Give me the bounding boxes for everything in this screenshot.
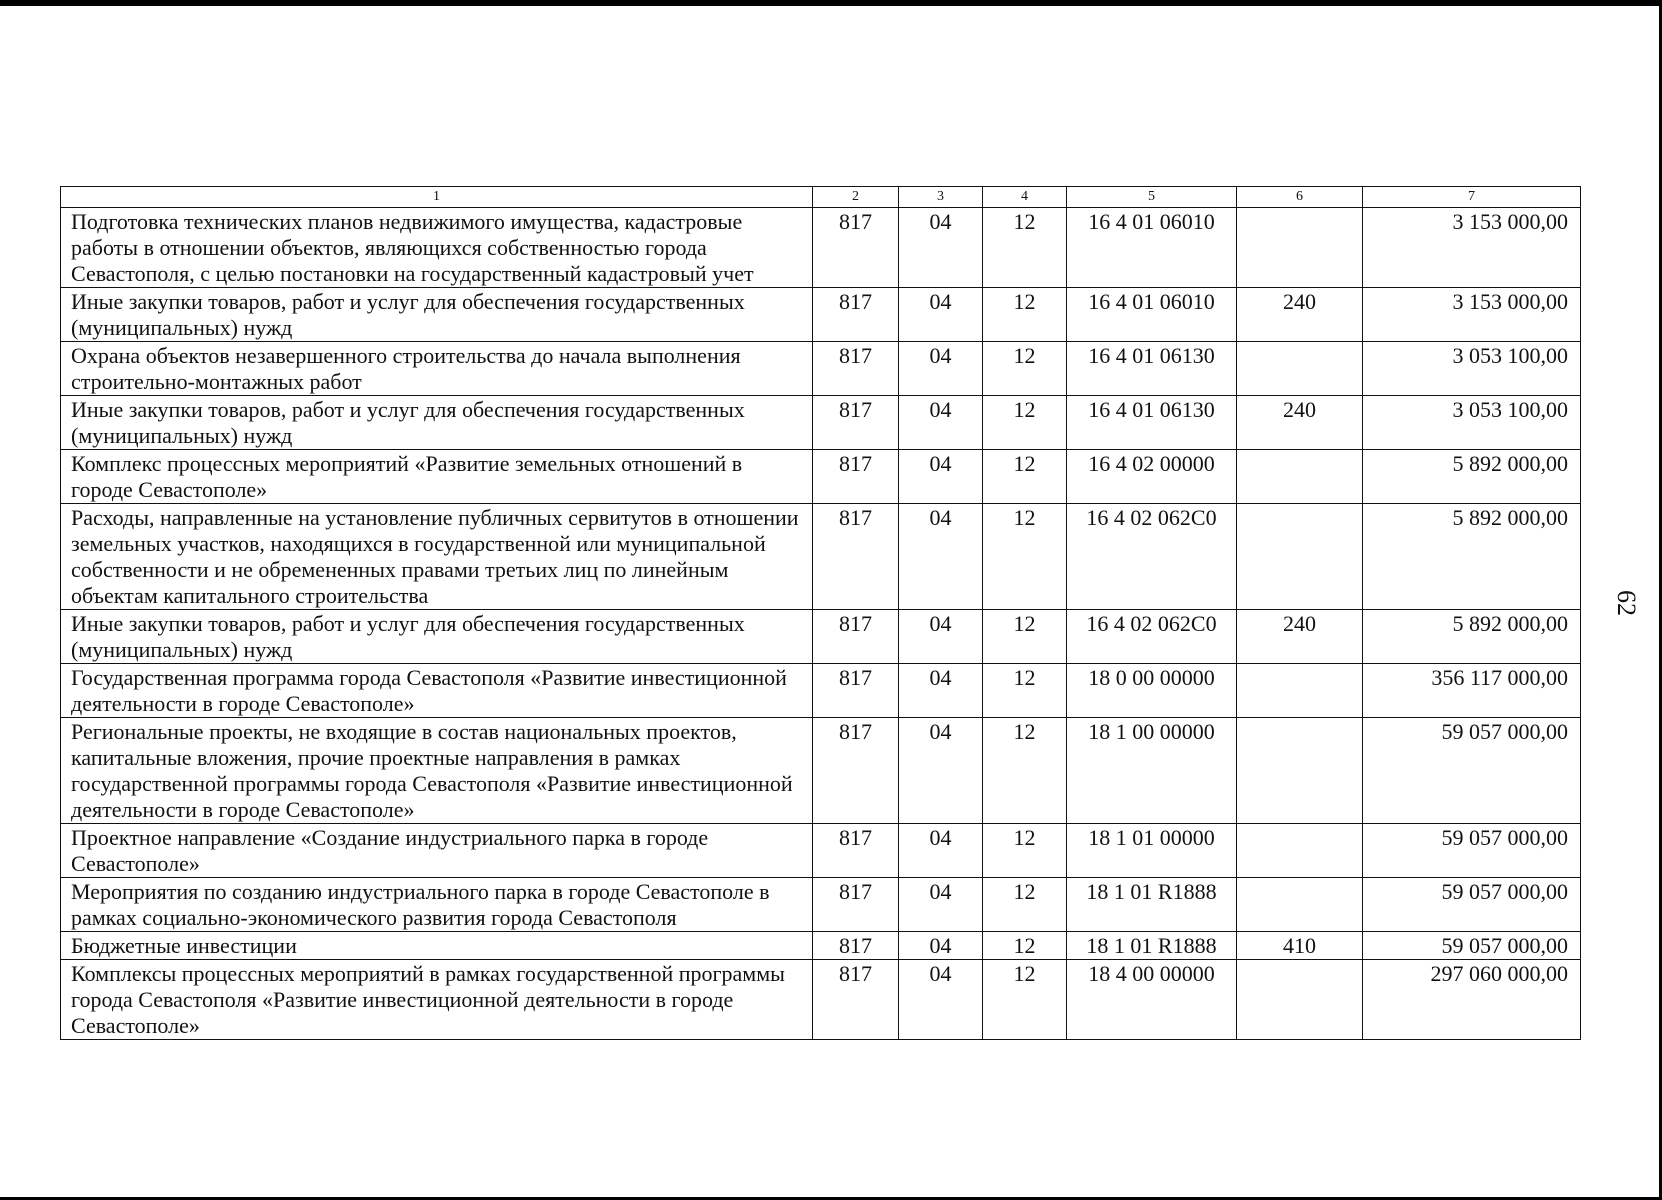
row-rz-cell: 04 — [899, 824, 983, 878]
row-name-cell: Охрана объектов незавершенного строительства до начала выполнения строительно-монтажных работ — [61, 342, 813, 396]
column-header: 2 — [813, 187, 899, 208]
row-pr-cell: 12 — [983, 932, 1067, 960]
row-csr-cell: 18 1 01 R1888 — [1067, 932, 1237, 960]
column-header: 7 — [1363, 187, 1581, 208]
row-gr-cell: 817 — [813, 960, 899, 1040]
row-vr-cell: 410 — [1237, 932, 1363, 960]
row-vr-cell — [1237, 718, 1363, 824]
header-row — [61, 187, 1581, 208]
row-gr-cell: 817 — [813, 718, 899, 824]
row-gr-cell: 817 — [813, 932, 899, 960]
row-name-cell: Проектное направление «Создание индустриального парка в городе Севастополе» — [61, 824, 813, 878]
row-sum-cell: 59 057 000,00 — [1363, 932, 1581, 960]
table-row — [61, 664, 1581, 718]
row-csr-cell: 16 4 01 06010 — [1067, 288, 1237, 342]
row-name-cell: Мероприятия по созданию индустриального парка в городе Севастополе в рамках социально-экономического развития города Севастополя — [61, 878, 813, 932]
row-name-cell: Комплексы процессных мероприятий в рамках государственной программы города Севастополя «Развитие инвестиционной деятельности в городе Севастополе» — [61, 960, 813, 1040]
row-rz-cell: 04 — [899, 208, 983, 288]
row-pr-cell: 12 — [983, 288, 1067, 342]
row-sum-cell: 3 053 100,00 — [1363, 342, 1581, 396]
row-csr-cell: 16 4 02 062C0 — [1067, 504, 1237, 610]
row-sum-cell: 59 057 000,00 — [1363, 878, 1581, 932]
row-csr-cell: 18 1 01 R1888 — [1067, 878, 1237, 932]
row-name-cell: Региональные проекты, не входящие в состав национальных проектов, капитальные вложения, прочие проектные направления в рамках государственной программы города Севастополя «Развитие инвестиционной деятельности в городе Севастополе» — [61, 718, 813, 824]
row-rz-cell: 04 — [899, 664, 983, 718]
table-row — [61, 824, 1581, 878]
table-row — [61, 878, 1581, 932]
column-header: 1 — [61, 187, 813, 208]
row-pr-cell: 12 — [983, 450, 1067, 504]
row-gr-cell: 817 — [813, 824, 899, 878]
row-vr-cell — [1237, 450, 1363, 504]
table-row — [61, 504, 1581, 610]
table-row — [61, 960, 1581, 1040]
column-header: 3 — [899, 187, 983, 208]
column-header: 4 — [983, 187, 1067, 208]
row-pr-cell: 12 — [983, 664, 1067, 718]
row-gr-cell: 817 — [813, 664, 899, 718]
column-header: 6 — [1237, 187, 1363, 208]
row-rz-cell: 04 — [899, 718, 983, 824]
row-vr-cell — [1237, 664, 1363, 718]
row-gr-cell: 817 — [813, 396, 899, 450]
row-pr-cell: 12 — [983, 208, 1067, 288]
row-sum-cell: 59 057 000,00 — [1363, 718, 1581, 824]
row-gr-cell: 817 — [813, 288, 899, 342]
row-vr-cell — [1237, 208, 1363, 288]
row-rz-cell: 04 — [899, 610, 983, 664]
row-sum-cell: 5 892 000,00 — [1363, 450, 1581, 504]
row-csr-cell: 16 4 01 06130 — [1067, 396, 1237, 450]
row-csr-cell: 16 4 02 062C0 — [1067, 610, 1237, 664]
row-rz-cell: 04 — [899, 342, 983, 396]
table-row — [61, 450, 1581, 504]
row-pr-cell: 12 — [983, 960, 1067, 1040]
row-pr-cell: 12 — [983, 718, 1067, 824]
scan-edge-top — [0, 0, 1662, 6]
row-gr-cell: 817 — [813, 504, 899, 610]
table-row — [61, 342, 1581, 396]
row-csr-cell: 16 4 01 06130 — [1067, 342, 1237, 396]
row-name-cell: Подготовка технических планов недвижимого имущества, кадастровые работы в отношении объектов, являющихся собственностью города Севастополя, с целью постановки на государственный кадастровый учет — [61, 208, 813, 288]
row-name-cell: Иные закупки товаров, работ и услуг для обеспечения государственных (муниципальных) нужд — [61, 610, 813, 664]
row-name-cell: Иные закупки товаров, работ и услуг для обеспечения государственных (муниципальных) нужд — [61, 396, 813, 450]
row-sum-cell: 356 117 000,00 — [1363, 664, 1581, 718]
row-csr-cell: 18 1 01 00000 — [1067, 824, 1237, 878]
row-gr-cell: 817 — [813, 450, 899, 504]
table-body — [61, 208, 1581, 1040]
row-csr-cell: 16 4 01 06010 — [1067, 208, 1237, 288]
table-row — [61, 718, 1581, 824]
row-gr-cell: 817 — [813, 342, 899, 396]
table-row — [61, 610, 1581, 664]
row-pr-cell: 12 — [983, 878, 1067, 932]
row-sum-cell: 3 153 000,00 — [1363, 208, 1581, 288]
row-gr-cell: 817 — [813, 610, 899, 664]
row-name-cell: Комплекс процессных мероприятий «Развитие земельных отношений в городе Севастополе» — [61, 450, 813, 504]
row-rz-cell: 04 — [899, 288, 983, 342]
row-rz-cell: 04 — [899, 932, 983, 960]
row-sum-cell: 5 892 000,00 — [1363, 610, 1581, 664]
table-row — [61, 396, 1581, 450]
row-gr-cell: 817 — [813, 208, 899, 288]
table-row — [61, 932, 1581, 960]
row-csr-cell: 16 4 02 00000 — [1067, 450, 1237, 504]
row-pr-cell: 12 — [983, 824, 1067, 878]
row-rz-cell: 04 — [899, 504, 983, 610]
row-vr-cell: 240 — [1237, 396, 1363, 450]
row-sum-cell: 3 053 100,00 — [1363, 396, 1581, 450]
row-csr-cell: 18 1 00 00000 — [1067, 718, 1237, 824]
table-row — [61, 288, 1581, 342]
row-vr-cell — [1237, 824, 1363, 878]
row-rz-cell: 04 — [899, 396, 983, 450]
row-rz-cell: 04 — [899, 878, 983, 932]
row-vr-cell: 240 — [1237, 610, 1363, 664]
budget-table — [60, 186, 1581, 1040]
row-sum-cell: 297 060 000,00 — [1363, 960, 1581, 1040]
row-pr-cell: 12 — [983, 342, 1067, 396]
row-name-cell: Расходы, направленные на установление публичных сервитутов в отношении земельных участков, находящихся в государственной или муниципальной собственности и не обремененных правами третьих лиц по линейным объектам капитального строительства — [61, 504, 813, 610]
row-rz-cell: 04 — [899, 960, 983, 1040]
row-vr-cell: 240 — [1237, 288, 1363, 342]
row-sum-cell: 59 057 000,00 — [1363, 824, 1581, 878]
row-vr-cell — [1237, 342, 1363, 396]
row-csr-cell: 18 4 00 00000 — [1067, 960, 1237, 1040]
row-pr-cell: 12 — [983, 610, 1067, 664]
row-name-cell: Иные закупки товаров, работ и услуг для обеспечения государственных (муниципальных) нужд — [61, 288, 813, 342]
row-vr-cell — [1237, 504, 1363, 610]
page-number: 62 — [1612, 590, 1641, 616]
row-vr-cell — [1237, 960, 1363, 1040]
row-vr-cell — [1237, 878, 1363, 932]
row-name-cell: Государственная программа города Севастополя «Развитие инвестиционной деятельности в городе Севастополе» — [61, 664, 813, 718]
row-sum-cell: 5 892 000,00 — [1363, 504, 1581, 610]
row-name-cell: Бюджетные инвестиции — [61, 932, 813, 960]
row-sum-cell: 3 153 000,00 — [1363, 288, 1581, 342]
row-pr-cell: 12 — [983, 396, 1067, 450]
column-header: 5 — [1067, 187, 1237, 208]
row-csr-cell: 18 0 00 00000 — [1067, 664, 1237, 718]
table-row — [61, 208, 1581, 288]
row-gr-cell: 817 — [813, 878, 899, 932]
row-rz-cell: 04 — [899, 450, 983, 504]
row-pr-cell: 12 — [983, 504, 1067, 610]
